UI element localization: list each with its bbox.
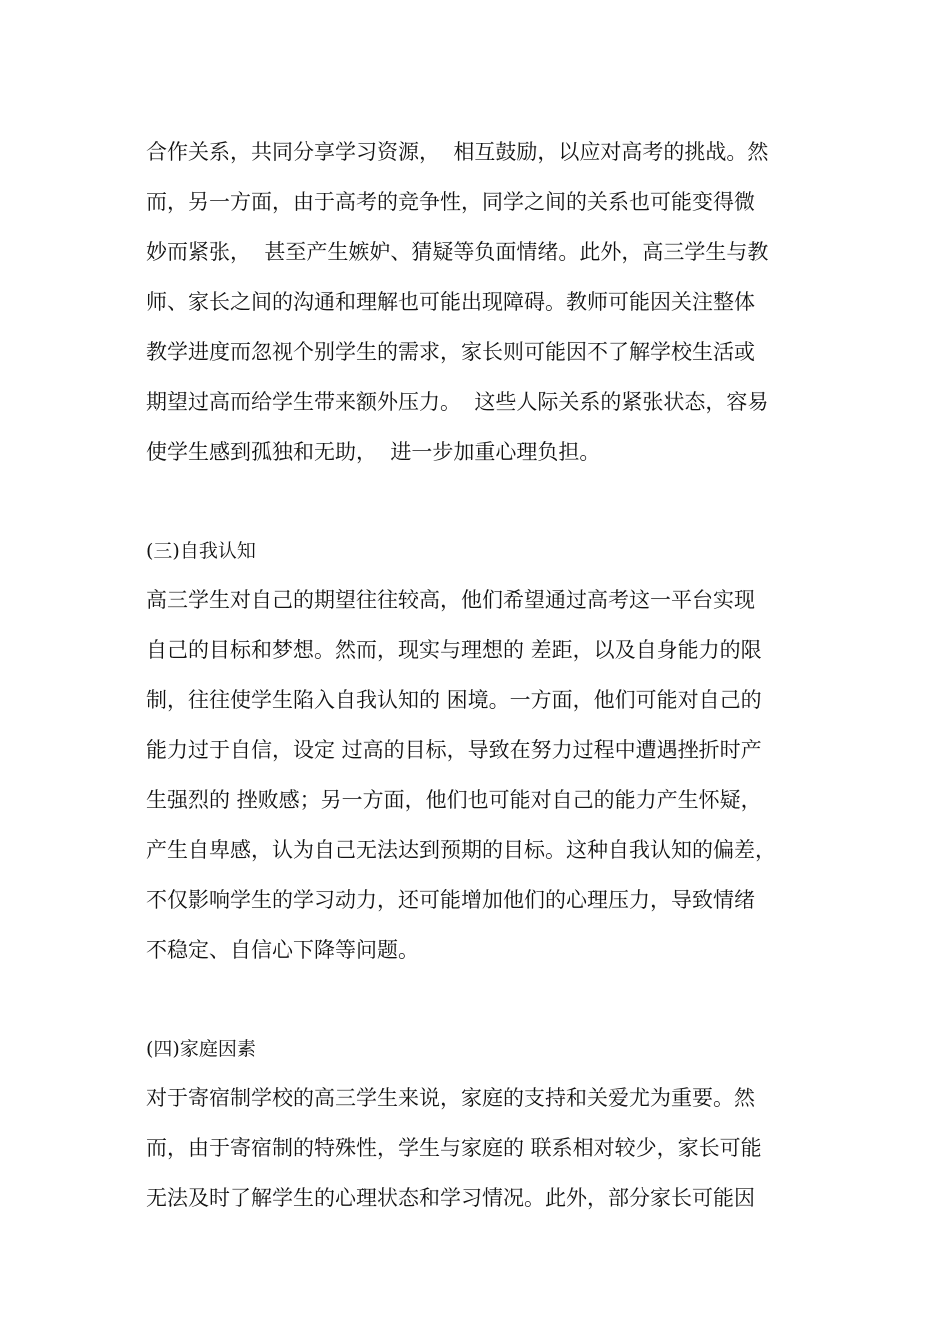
text-line: 不稳定、自信心下降等问题。 xyxy=(146,938,419,962)
text-line: 生强烈的 挫败感；另一方面，他们也可能对自己的能力产生怀疑， xyxy=(146,788,762,812)
text-line: 合作关系，共同分享学习资源， 相互鼓励，以应对高考的挑战。然 xyxy=(146,140,769,164)
section-heading-self-awareness: (三)自我认知 xyxy=(146,540,256,562)
text-line: 使学生感到孤独和无助， 进一步加重心理负担。 xyxy=(146,440,601,464)
text-line: 能力过于自信，设定 过高的目标，导致在努力过程中遭遇挫折时产 xyxy=(146,738,762,762)
text-line: 对于寄宿制学校的高三学生来说，家庭的支持和关爱尤为重要。然 xyxy=(146,1086,755,1110)
text-line: 而，由于寄宿制的特殊性，学生与家庭的 联系相对较少，家长可能 xyxy=(146,1136,762,1160)
text-line: 高三学生对自己的期望往往较高，他们希望通过高考这一平台实现 xyxy=(146,588,755,612)
text-line: 无法及时了解学生的心理状态和学习情况。此外，部分家长可能因 xyxy=(146,1186,755,1210)
text-line: 师、家长之间的沟通和理解也可能出现障碍。教师可能因关注整体 xyxy=(146,290,755,314)
text-line: 妙而紧张， 甚至产生嫉妒、猜疑等负面情绪。此外，高三学生与教 xyxy=(146,240,769,264)
section-heading-family-factors: (四)家庭因素 xyxy=(146,1038,256,1060)
text-line: 而，另一方面，由于高考的竞争性，同学之间的关系也可能变得微 xyxy=(146,190,755,214)
text-line: 制，往往使学生陷入自我认知的 困境。一方面，他们可能对自己的 xyxy=(146,688,762,712)
text-line: 期望过高而给学生带来额外压力。 这些人际关系的紧张状态，容易 xyxy=(146,390,769,414)
text-line: 教学进度而忽视个别学生的需求，家长则可能因不了解学校生活或 xyxy=(146,340,755,364)
text-line: 不仅影响学生的学习动力，还可能增加他们的心理压力，导致情绪 xyxy=(146,888,755,912)
text-line: 产生自卑感，认为自己无法达到预期的目标。这种自我认知的偏差， xyxy=(146,838,776,862)
text-line: 自己的目标和梦想。然而，现实与理想的 差距，以及自身能力的限 xyxy=(146,638,762,662)
